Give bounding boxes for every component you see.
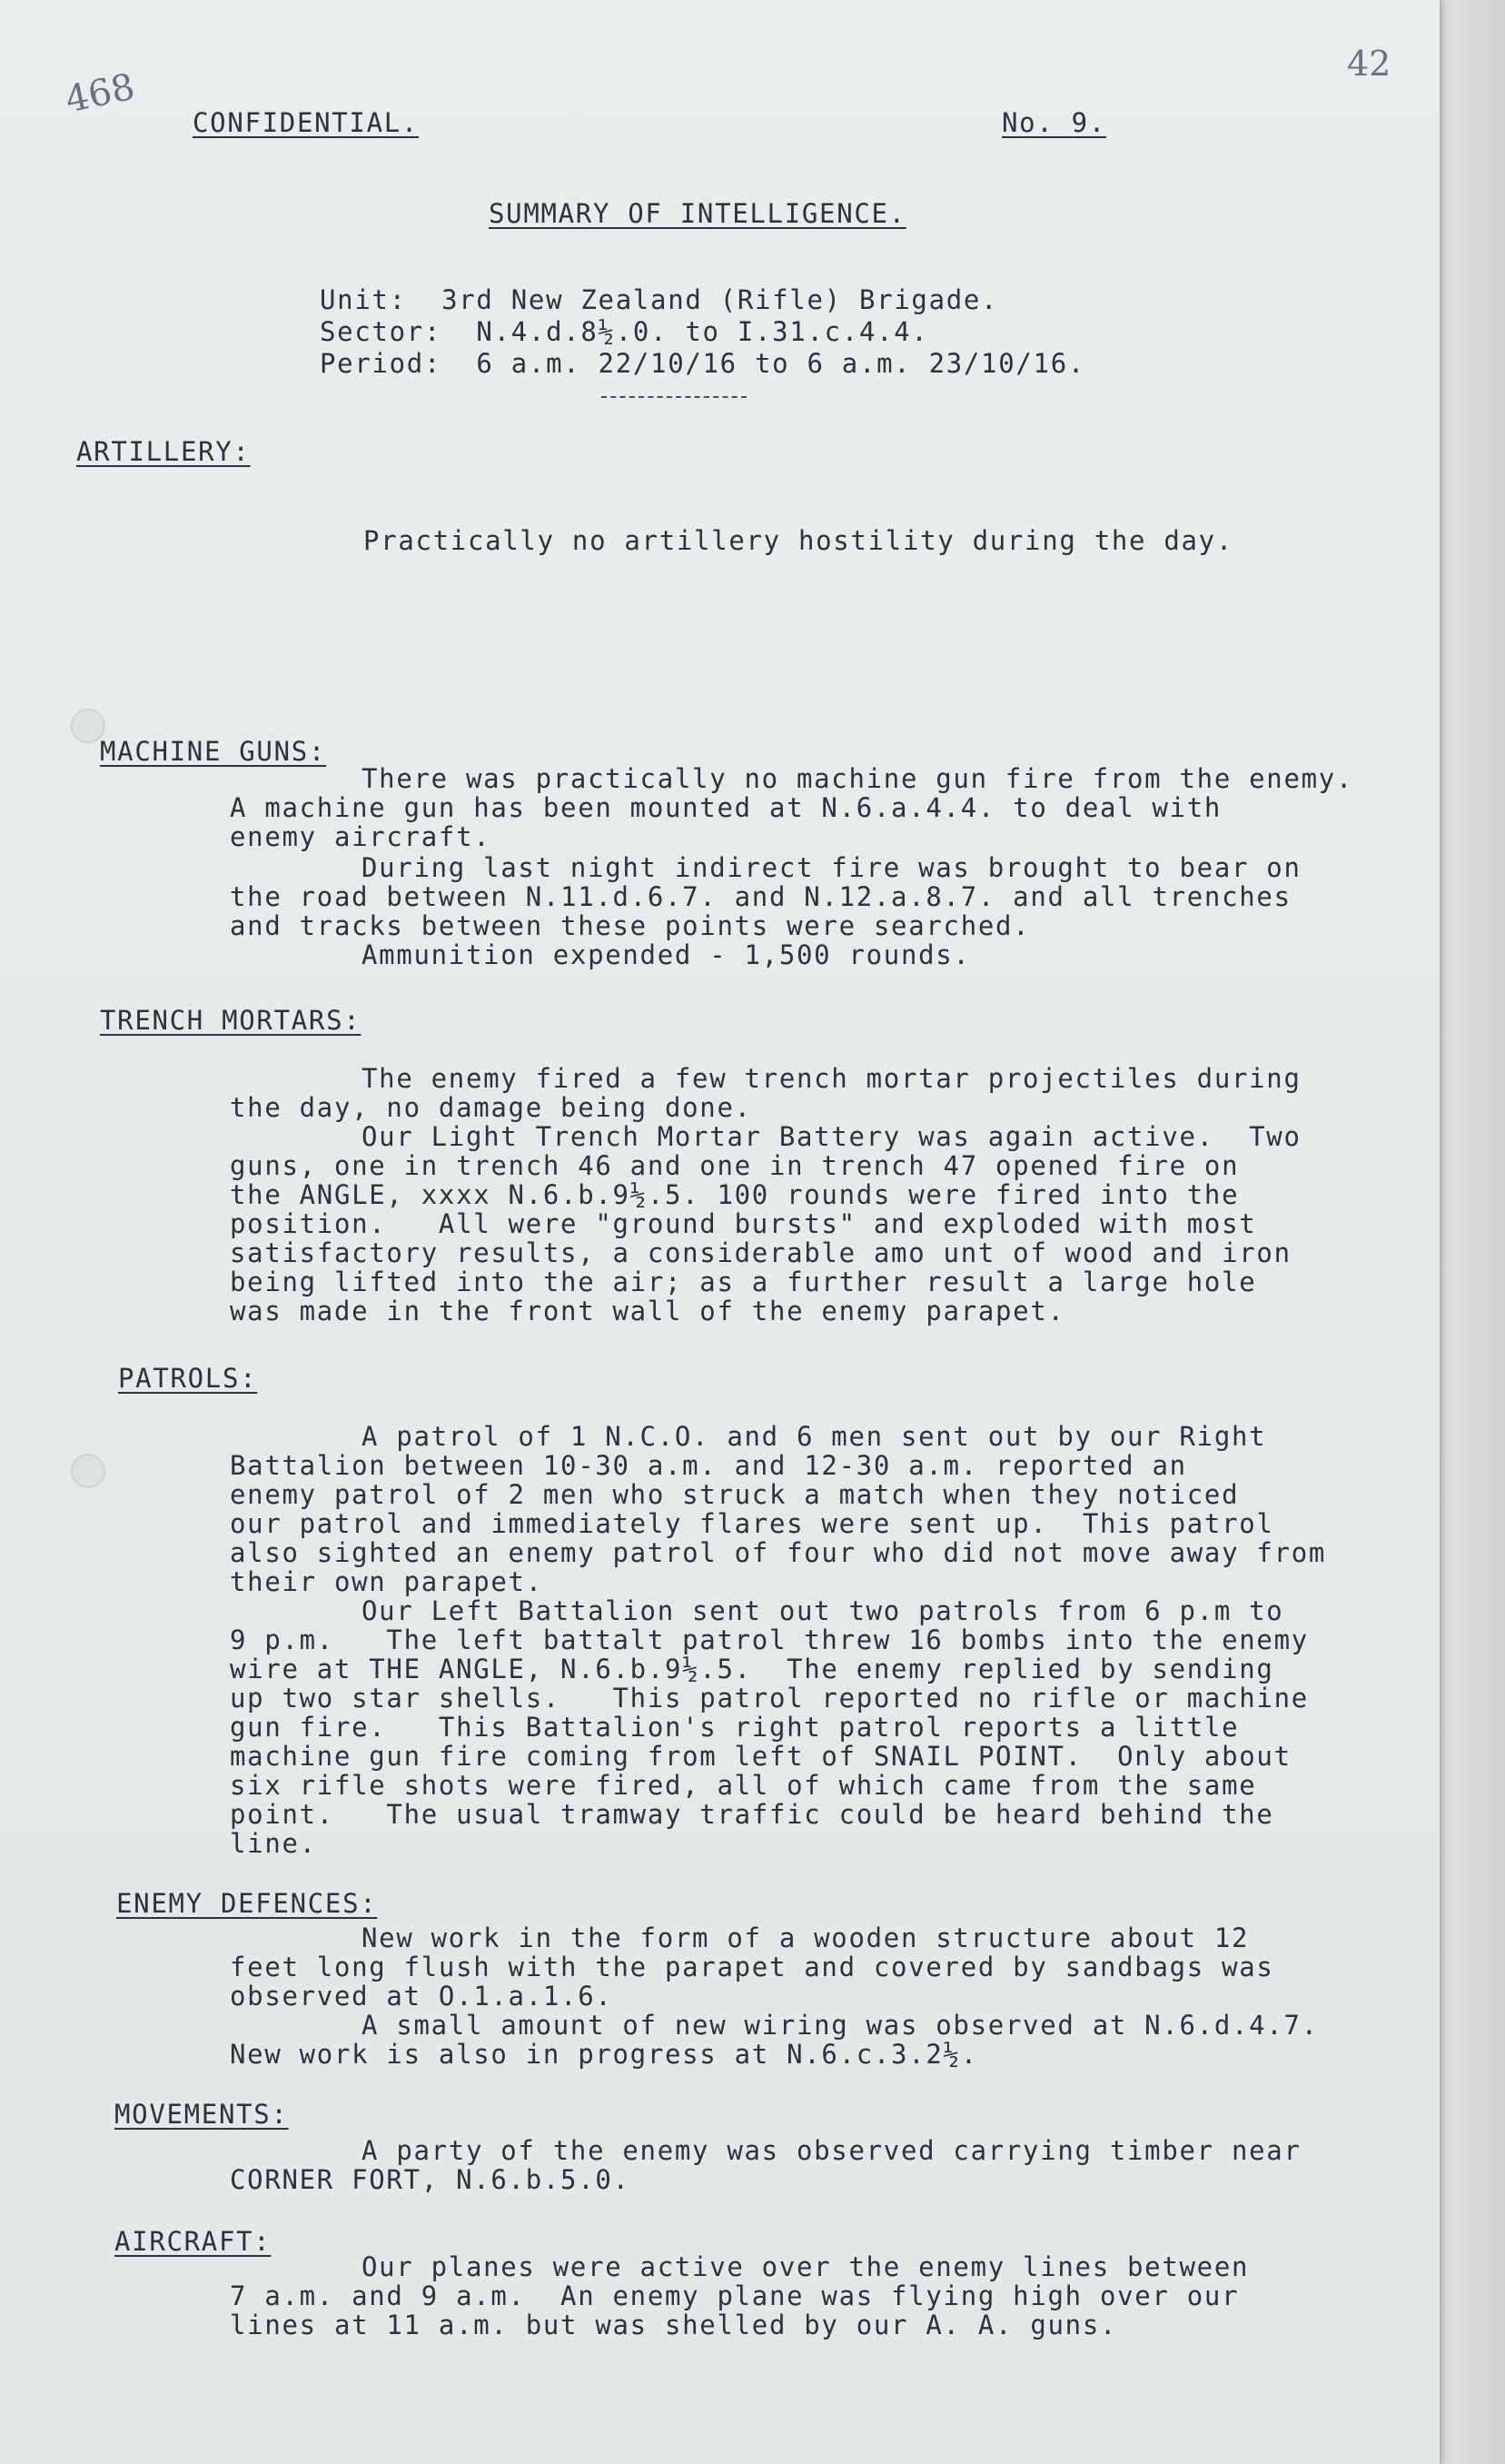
enemy-defences-line: observed at O.1.a.1.6.: [230, 1981, 613, 2012]
enemy-defences-line: New work is also in progress at N.6.c.3.2½.: [230, 2039, 978, 2070]
sector-line: Sector: N.4.d.8½.0. to I.31.c.4.4.: [320, 316, 929, 347]
aircraft-line: 7 a.m. and 9 a.m. An enemy plane was flying high over our: [230, 2280, 1240, 2311]
trench-mortars-line: Our Light Trench Mortar Battery was again active. Two: [361, 1121, 1302, 1152]
patrols-line: Our Left Battalion sent out two patrols from 6 p.m to: [361, 1595, 1284, 1626]
artillery-line: Practically no artillery hostility during the day.: [363, 525, 1233, 556]
summary-number: No. 9.: [1002, 107, 1106, 138]
patrols-line: machine gun fire coming from left of SNAIL POINT. Only about: [230, 1741, 1292, 1772]
punch-hole-bottom: [71, 1454, 105, 1488]
classification-label: CONFIDENTIAL.: [193, 107, 420, 138]
enemy-defences-line: New work in the form of a wooden structure about 12: [361, 1923, 1250, 1953]
document-title: SUMMARY OF INTELLIGENCE.: [489, 198, 906, 229]
aircraft-heading: AIRCRAFT:: [114, 2226, 272, 2257]
movements-heading: MOVEMENTS:: [114, 2099, 289, 2130]
patrols-line: their own parapet.: [230, 1566, 543, 1597]
machine-guns-line: enemy aircraft.: [230, 821, 491, 852]
folio-annotation: 468: [62, 65, 139, 122]
patrols-line: also sighted an enemy patrol of four who did not move away from: [230, 1537, 1327, 1568]
movements-line: CORNER FORT, N.6.b.5.0.: [230, 2164, 630, 2195]
machine-guns-line: and tracks between these points were searched.: [230, 910, 1031, 941]
patrols-line: enemy patrol of 2 men who struck a match when they noticed: [230, 1479, 1240, 1510]
trench-mortars-heading: TRENCH MORTARS:: [100, 1005, 361, 1036]
patrols-line: Battalion between 10-30 a.m. and 12-30 a.m. reported an: [230, 1450, 1187, 1481]
artillery-heading: ARTILLERY:: [76, 436, 251, 467]
enemy-defences-heading: ENEMY DEFENCES:: [116, 1888, 378, 1919]
machine-guns-line: the road between N.11.d.6.7. and N.12.a.8.7. and all trenches: [230, 881, 1292, 912]
trench-mortars-line: The enemy fired a few trench mortar projectiles during: [361, 1063, 1302, 1094]
period-line: Period: 6 a.m. 22/10/16 to 6 a.m. 23/10/16.: [320, 348, 1086, 379]
enemy-defences-line: A small amount of new wiring was observed at N.6.d.4.7.: [361, 2010, 1319, 2041]
trench-mortars-line: the day, no damage being done.: [230, 1092, 752, 1123]
aircraft-line: lines at 11 a.m. but was shelled by our A. A. guns.: [230, 2310, 1118, 2340]
machine-guns-line: There was practically no machine gun fire from the enemy.: [361, 763, 1354, 794]
trench-mortars-line: position. All were "ground bursts" and exploded with most: [230, 1208, 1257, 1239]
patrols-line: point. The usual tramway traffic could be heard behind the: [230, 1799, 1274, 1830]
patrols-line: A patrol of 1 N.C.O. and 6 men sent out by our Right: [361, 1421, 1267, 1452]
patrols-line: gun fire. This Battalion's right patrol reports a little: [230, 1712, 1240, 1743]
trench-mortars-line: being lifted into the air; as a further result a large hole: [230, 1267, 1257, 1297]
movements-line: A party of the enemy was observed carrying timber near: [361, 2135, 1302, 2166]
trench-mortars-line: guns, one in trench 46 and one in trench 47 opened fire on: [230, 1150, 1240, 1181]
patrols-heading: PATROLS:: [118, 1363, 258, 1394]
trench-mortars-line: the ANGLE, xxxx N.6.b.9½.5. 100 rounds were fired into the: [230, 1179, 1240, 1210]
patrols-line: up two star shells. This patrol reported no rifle or machine: [230, 1683, 1309, 1714]
enemy-defences-line: feet long flush with the parapet and covered by sandbags was: [230, 1952, 1274, 1982]
header-rule: [601, 396, 747, 399]
patrols-line: our patrol and immediately flares were sent up. This patrol: [230, 1508, 1274, 1539]
page-number-annotation: 42: [1347, 44, 1391, 84]
patrols-line: line.: [230, 1828, 317, 1859]
machine-guns-line: A machine gun has been mounted at N.6.a.4.4. to deal with: [230, 792, 1223, 823]
unit-line: Unit: 3rd New Zealand (Rifle) Brigade.: [320, 284, 999, 315]
patrols-line: 9 p.m. The left battalt patrol threw 16 bombs into the enemy: [230, 1624, 1309, 1655]
trench-mortars-line: was made in the front wall of the enemy parapet.: [230, 1296, 1065, 1326]
machine-guns-line: During last night indirect fire was brought to bear on: [361, 852, 1302, 883]
machine-guns-heading: MACHINE GUNS:: [100, 736, 327, 767]
trench-mortars-line: satisfactory results, a considerable amo unt of wood and iron: [230, 1237, 1292, 1268]
aircraft-line: Our planes were active over the enemy lines between: [361, 2251, 1250, 2282]
patrols-line: six rifle shots were fired, all of which came from the same: [230, 1770, 1257, 1801]
patrols-line: wire at THE ANGLE, N.6.b.9½.5. The enemy replied by sending: [230, 1654, 1274, 1684]
machine-guns-line: Ammunition expended - 1,500 rounds.: [361, 939, 971, 970]
